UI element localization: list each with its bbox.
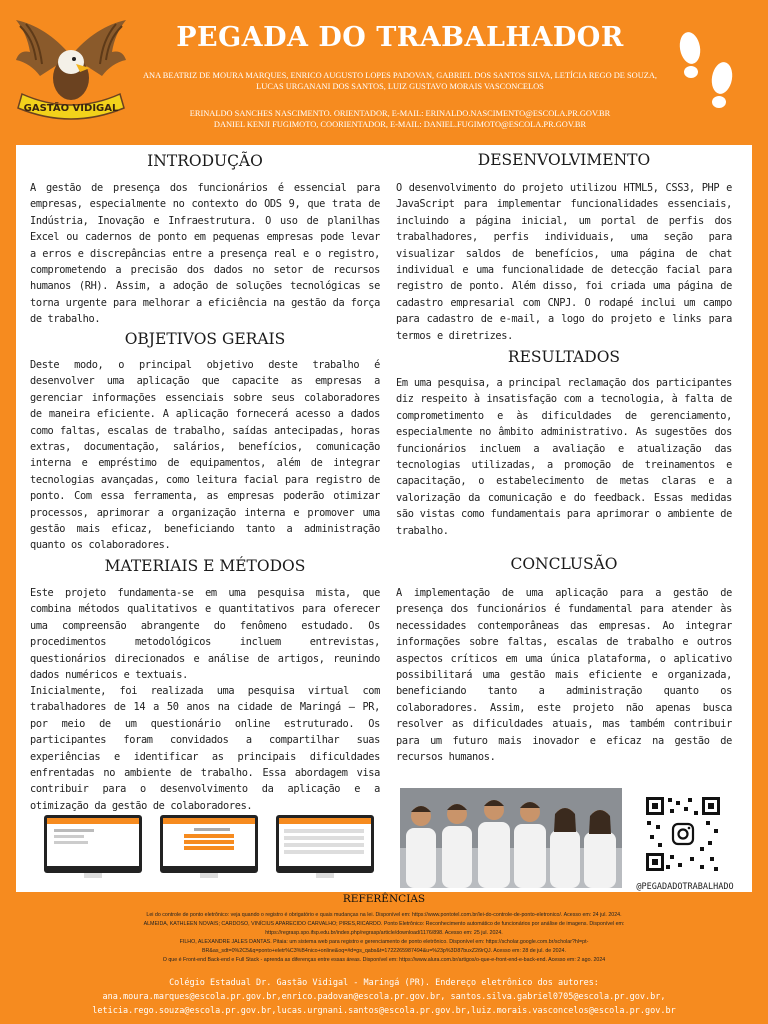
intro-text: A gestão de presença dos funcionários é essencial para empresas, especialmente no contexto do ODS 9, que trata de Indústria, Inovação e Infraestrutura. O uso de planilhas Excel ou cadernos de ponto em pequenas empresas pode levar a erros e discrepâncias entre a presença real e o registro, comprometendo a precisão dos dados no setor de recursos humanos (RH). Assim, a adoção de soluções tecnológicas se torna urgente para melhorar a eficiência na gestão da força de trabalho. [30, 182, 380, 326]
advisor-line: ERINALDO SANCHES NASCIMENTO. ORIENTADOR, E-MAIL: ERINALDO.NASCIMENTO@ESCOLA.PR.GOV.BR [189, 109, 611, 118]
authors-list: ANA BEATRIZ DE MOURA MARQUES, ENRICO AUGUSTO LOPES PADOVAN, GABRIEL DOS SANTOS SILVA, LETÍCIA REGO DE SOUZA, LUCAS URGANANI DOS SANTOS, LUIZ GUSTAVO MORAIS VASCONCELOS [142, 71, 657, 91]
monitor-3 [276, 815, 374, 878]
footer [0, 976, 768, 1018]
materiais-text-2: Inicialmente, foi realizada uma pesquisa virtual com trabalhadores de 14 a 50 anos na cidade de Maringá – PR, por meio de um questionário online estruturado. Os participantes foram convidados a compartilhar suas experiências e identificar as principais dificuldades enfrentadas no ambiente de trabalho. Essa abordagem visa contribuir para o desenvolvimento da aplicação e a otimização da gestão de colaboradores. [30, 685, 380, 812]
qr-code-icon[interactable] [644, 795, 722, 873]
conclusao-text: A implementação de uma aplicação para a gestão de presença dos funcionários é fundamental para atender às necessidades contemporâneas das empresas. Ao integrar informações sobre faltas, escalas de trabalho e outros aspectos críticos em uma única plataforma, o aplicativo possibilitará uma gestão mais eficiente e organizada, beneficiando tanto a administração quanto os colaboradores. Assim, este projeto não apenas busca resolver as dificuldades atuais, mas também contribuir para um futuro mais inovador e eficaz na gestão de recursos humanos. [396, 587, 732, 764]
materiais-text-1: Este projeto fundamenta-se em uma pesquisa mista, que combina métodos qualitativos e quantitativos para oferecer uma compreensão abrangente do fenômeno estudado. Os procedimentos metodológicos incluem entrevistas, questionários direcionados e análise de artigos, reunindo dados numéricos e textuais. [30, 587, 380, 682]
app-screenshots [44, 815, 374, 880]
monitor-2 [160, 815, 258, 878]
reference-item: Lei do controle de ponto eletrônico: veja quando o registro é obrigatório e quais mudanças na lei. Disponível em: https://www.pontotel.com.br/lei-do-controle-de-ponto-eletronico/. Acesso em: 24 jul. 2024. [146, 912, 622, 918]
footprints-icon [672, 20, 742, 120]
instagram-handle[interactable]: @PEGADADOTRABALHADO [636, 882, 734, 892]
desenvolvimento-text: O desenvolvimento do projeto utilizou HTML5, CSS3, PHP e JavaScript para implementar funcionalidades essenciais, incluindo a página inicial, um portal de perfis dos trabalhadores, perfis individuais, uma seção para visualizar saldos de benefícios, uma página de chat individual e uma funcionalidade de detecção facial para registro de ponto. Além disso, foi criada uma página de cadastro empresarial com CNPJ. O rodapé inclui um campo para cadastro de e-mail, a logo do projeto e links para termos e diretrizes. [396, 182, 732, 342]
reference-item: ALMEIDA, KATHLEEN NOVAIS; CARDOSO, VINÍCIUS APARECIDO CARVALHO; PIRES,RICARDO. Ponto Eletrônico: Reconhecimento automático de funcionários por análise de imagens. Disponível em: https://regrasp.spo.ifsp.edu.br/index.php/regrasp/article/download/1176/898. Acesso em: 25 jul. 2024. [143, 921, 625, 936]
poster-header [0, 0, 768, 145]
footer-emails-1: ana.moura.marques@escola.pr.gov.br,enrico.padovan@escola.pr.gov.br, santos.silva.gabriel0705@escola.pr.gov.br, [102, 992, 666, 1002]
resultados-heading: RESULTADOS [507, 348, 621, 366]
advisors [140, 108, 660, 130]
monitor-1 [44, 815, 142, 878]
reference-item: FILHO, ALEXANDRE JALES DANTAS. Pitaia: um sistema web para registro e gerenciamento de ponto eletrônico. Disponível em: https://scholar.google.com.br/scholar?hl=pt-BR&as_sdt=0%2C5&q=ponto+eletr%C3%B4nico+online&oq=#d=gs_qabs&t=1722265987494&u=%23p%3D87buxZ2i9rQJ. Acesso em: 28 de jul. de 2024. [179, 939, 589, 954]
footer-emails-2: leticia.rego.souza@escola.pr.gov.br,lucas.urgnani.santos@escola.pr.gov.br,luiz.morais.vasconcelos@escola.pr.gov.br [92, 1006, 676, 1016]
objetivos-heading: OBJETIVOS GERAIS [124, 330, 286, 348]
intro-heading: INTRODUÇÃO [147, 152, 263, 170]
content-panel [16, 145, 752, 963]
resultados-text: Em uma pesquisa, a principal reclamação dos participantes diz respeito à insatisfação com a tecnologia, à falta de comprometimento e às dificuldades de gerenciamento, especialmente no âmbito administrativo. As sugestões dos funcionários incluem a avaliação e atualização das tecnologias utilizadas, a promoção de treinamentos e capacitação, o estabelecimento de metas claras e a valorização da comunicação e do feedback. Essas medidas são vistas como fundamentais para aprimorar o ambiente de trabalho. [396, 377, 732, 537]
objetivos-text: Deste modo, o principal objetivo deste trabalho é desenvolver uma aplicação que capacite as empresas a gerenciar informações essenciais sobre seus colaboradores de maneira eficiente. A aplicação fornecerá acesso a dados como faltas, escalas de trabalho, saídas antecipadas, horas extras, documentação, salários, benefícios, comunicação interna e empréstimo de equipamentos, além de integrar tecnologias avançadas, como leitura facial para registro de ponto. Com essa ferramenta, as empresas poderão otimizar processos, aprimorar a organização interna e promover uma gestão mais eficaz, beneficiando tanto a administração quanto os colaboradores. [30, 359, 380, 552]
coadvisor-line: DANIEL KENJI FUGIMOTO, COORIENTADOR, E-MAIL: DANIEL.FUGIMOTO@ESCOLA.PR.GOV.BR [213, 120, 587, 129]
eagle-logo-icon [10, 16, 132, 128]
logo-text: GASTÃO VIDIGAL [23, 103, 119, 114]
references-heading: REFERÊNCIAS [342, 893, 426, 905]
materiais-heading: MATERIAIS E MÉTODOS [104, 557, 306, 575]
team-photo [400, 788, 622, 888]
poster-title: PEGADA DO TRABALHADOR [176, 22, 624, 53]
footer-school: Colégio Estadual Dr. Gastão Vidigal - Maringá (PR). Endereço eletrônico dos autores: [169, 978, 599, 988]
desenvolvimento-heading: DESENVOLVIMENTO [477, 151, 651, 169]
references-list [66, 911, 702, 965]
reference-item: O que é Front-end Back-end e Full Stack - aprenda as diferenças entre essas áreas. Disponível em: https://www.alura.com.br/artigos/o-que-e-front-end-e-back-end. Acesso em: 2 ago. 2024 [162, 957, 606, 963]
conclusao-heading: CONCLUSÃO [510, 555, 618, 573]
